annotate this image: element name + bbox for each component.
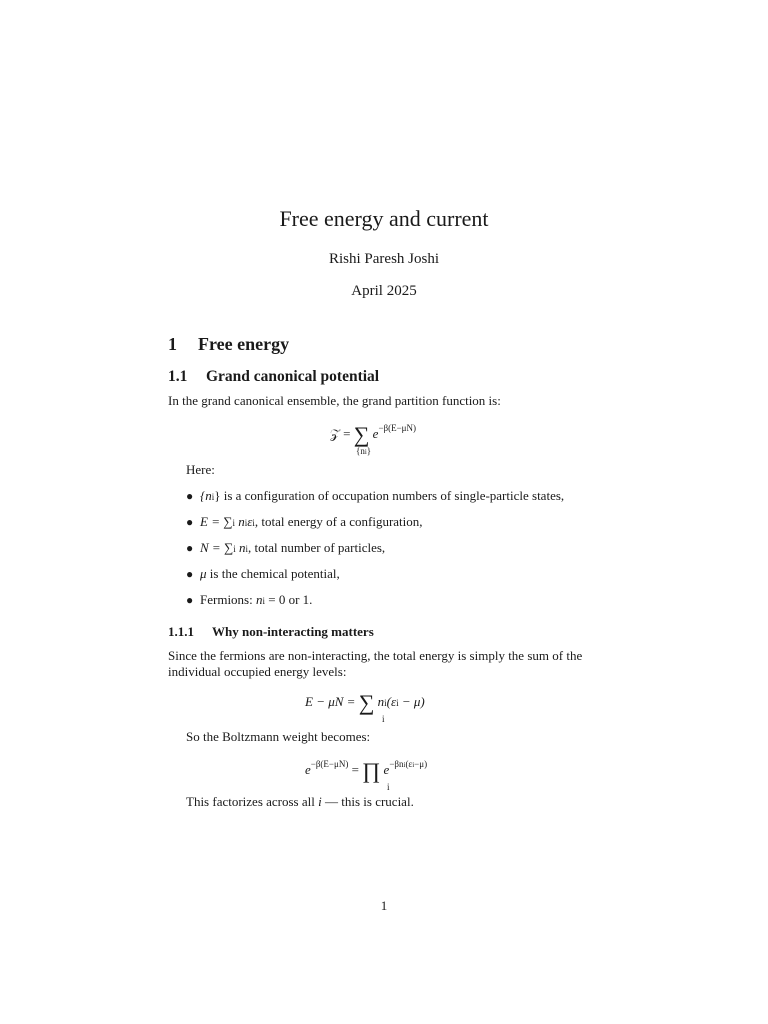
list-item: ● μ is the chemical potential,: [186, 566, 340, 581]
equation-boltzmann-product: $e^{-\beta(E-\mu N)}$ = ∏ $e^{-\beta ni(\varepsilon i-\mu)}$ i: [305, 758, 428, 792]
bullet-icon: ●: [186, 489, 194, 503]
eq2-sum-index: i: [382, 714, 385, 724]
bullet-icon: ●: [186, 567, 194, 581]
product-symbol: ∏: [362, 758, 381, 783]
eq1-exponent: −β(E−μN): [378, 423, 416, 433]
sum-symbol: ∑: [353, 422, 370, 447]
page-number: 1: [380, 898, 388, 913]
subsection-number: 1.1: [168, 368, 188, 385]
section-heading: [168, 334, 289, 355]
section-number: 1: [168, 334, 177, 354]
list-item: ● N = ∑i ni, total number of particles,: [186, 540, 386, 555]
eq2-lhs: E − μN =: [305, 694, 356, 709]
bullet-icon: ●: [186, 541, 194, 555]
list-item: ● {ni} is a configuration of occupation numbers of single-particle states,: [186, 488, 565, 503]
subsubsection-number: 1.1.1: [168, 624, 194, 639]
boltzmann-sentence: So the Boltzmann weight becomes:: [186, 729, 371, 744]
intro-paragraph: In the grand canonical ensemble, the grand partition function is:: [168, 393, 501, 408]
equation-partition-function: [330, 422, 416, 456]
paragraph-non-interacting: Since the fermions are non-interacting, the total energy is simply the sum of the individual occupied energy levels:: [168, 648, 583, 679]
list-item: ● E = ∑i niεi, total energy of a configuration,: [186, 514, 423, 529]
document-author: Rishi Paresh Joshi: [328, 251, 439, 267]
subsection-heading: [168, 368, 379, 386]
eq1-lhs: 𝒵 =: [330, 426, 351, 441]
here-label: Here:: [186, 462, 215, 477]
eq3-product-index: i: [387, 782, 390, 792]
document-title: Free energy and current: [279, 206, 489, 231]
document-date: April 2025: [351, 283, 417, 299]
section-title: Free energy: [198, 334, 290, 354]
bullet-icon: ●: [186, 593, 194, 607]
subsubsection-title: Why non-interacting matters: [212, 624, 374, 639]
eq1-sum-index: {ni}: [356, 446, 372, 456]
subsection-title: Grand canonical potential: [206, 368, 380, 385]
subsubsection-heading: [168, 624, 374, 640]
list-item: ● Fermions: ni = 0 or 1.: [186, 592, 313, 607]
eq1-exp-base: e: [372, 426, 379, 441]
factorization-sentence: This factorizes across all i — this is crucial.: [186, 794, 414, 809]
bullet-icon: ●: [186, 515, 194, 529]
sum-symbol: ∑: [358, 690, 375, 715]
equation-energy-sum: E − μN = ∑ ni(εi − μ) i: [305, 690, 425, 724]
